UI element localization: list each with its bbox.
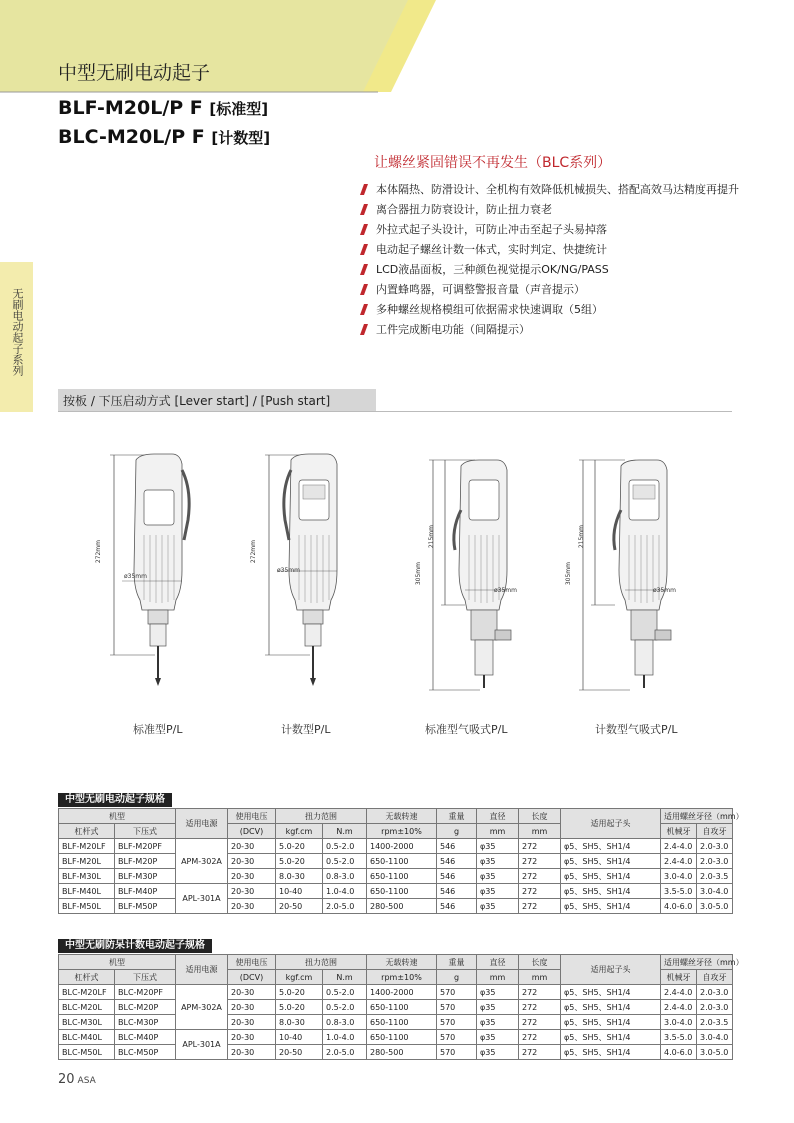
dim-label-diameter: ø35mm bbox=[124, 573, 147, 580]
table-cell: BLF-M20LF bbox=[59, 839, 115, 854]
spec-table-standard bbox=[58, 808, 744, 914]
table-cell: φ5、SH5、SH1/4 bbox=[561, 854, 661, 869]
table-cell: APM-302A bbox=[176, 839, 228, 884]
table-cell: 5.0-20 bbox=[276, 854, 323, 869]
table-cell: 0.8-3.0 bbox=[323, 1015, 367, 1030]
section-title: 按板 / 下压启动方式 [Lever start] / [Push start] bbox=[63, 394, 331, 408]
table-cell: BLF-M20P bbox=[115, 854, 176, 869]
th-nm: N.m bbox=[323, 824, 367, 839]
table-cell: 10-40 bbox=[276, 884, 323, 899]
table-cell: 570 bbox=[437, 1030, 477, 1045]
dim-label-272: 272mm bbox=[250, 540, 257, 564]
table-cell: 546 bbox=[437, 854, 477, 869]
model-standard bbox=[58, 97, 268, 119]
table-cell: BLC-M20PF bbox=[115, 985, 176, 1000]
table-cell: 546 bbox=[437, 869, 477, 884]
th-voltage: 使用电压 bbox=[228, 955, 276, 970]
table-cell: 8.0-30 bbox=[276, 869, 323, 884]
table-cell: 272 bbox=[519, 985, 561, 1000]
table-cell: 20-30 bbox=[228, 839, 276, 854]
table-cell: 650-1100 bbox=[367, 1030, 437, 1045]
table-cell: 20-30 bbox=[228, 854, 276, 869]
th-length-unit: mm bbox=[519, 824, 561, 839]
dim-label-diameter: ø35mm bbox=[277, 567, 300, 574]
feature-item: 内置蜂鸣器，可调整警报音量（声音提示） bbox=[360, 280, 740, 300]
table-cell: 2.0-5.0 bbox=[323, 899, 367, 914]
dim-label-215: 215mm bbox=[428, 525, 435, 549]
table-cell: 20-30 bbox=[228, 884, 276, 899]
table-cell: BLC-M30P bbox=[115, 1015, 176, 1030]
dim-label-305: 305mm bbox=[415, 562, 422, 586]
feature-item: 离合器扭力防衰设计，防止扭力衰老 bbox=[360, 200, 740, 220]
page-title: 中型无刷电动起子 bbox=[58, 62, 211, 84]
table-row bbox=[59, 1000, 733, 1015]
table-cell: APL-301A bbox=[176, 884, 228, 914]
feature-item: 本体隔热、防滑设计、全机构有效降低机械损失、搭配高效马达精度再提升 bbox=[360, 180, 740, 200]
table-cell: 3.0-4.0 bbox=[697, 884, 733, 899]
dim-label-305: 305mm bbox=[565, 562, 572, 586]
bullet-slash-icon bbox=[360, 244, 368, 255]
th-length-unit: mm bbox=[519, 970, 561, 985]
th-model: 机型 bbox=[59, 809, 176, 824]
table-cell: 1.0-4.0 bbox=[323, 884, 367, 899]
table-cell: φ35 bbox=[477, 854, 519, 869]
caption-standard: 标准型P/L bbox=[133, 723, 183, 736]
table-cell: 1.0-4.0 bbox=[323, 1030, 367, 1045]
th-speed-unit: rpm±10% bbox=[367, 970, 437, 985]
table-cell: 272 bbox=[519, 869, 561, 884]
th-thread: 适用螺丝牙径（mm） bbox=[661, 955, 733, 970]
table-cell: φ5、SH5、SH1/4 bbox=[561, 884, 661, 899]
table-cell: 3.5-5.0 bbox=[661, 884, 697, 899]
dim-label-diameter: ø35mm bbox=[494, 587, 517, 594]
table-cell: 0.5-2.0 bbox=[323, 854, 367, 869]
table-cell: 20-30 bbox=[228, 869, 276, 884]
table-cell: 280-500 bbox=[367, 1045, 437, 1060]
table-cell: 20-50 bbox=[276, 1045, 323, 1060]
th-weight-unit: g bbox=[437, 824, 477, 839]
table-cell: 650-1100 bbox=[367, 1015, 437, 1030]
th-weight-unit: g bbox=[437, 970, 477, 985]
side-tab-label: 无刷电动起子系列 bbox=[11, 288, 24, 376]
table1-title: 中型无刷电动起子规格 bbox=[58, 793, 172, 807]
table-cell: 570 bbox=[437, 1015, 477, 1030]
table-cell: φ35 bbox=[477, 899, 519, 914]
table-cell: BLC-M20L bbox=[59, 1000, 115, 1015]
feature-item: 电动起子螺丝计数一体式，实时判定、快捷统计 bbox=[360, 240, 740, 260]
table-cell: 2.0-5.0 bbox=[323, 1045, 367, 1060]
table-cell: BLC-M20P bbox=[115, 1000, 176, 1015]
dim-label-215: 215mm bbox=[578, 525, 585, 549]
table-row bbox=[59, 985, 733, 1000]
table-cell: 2.0-3.0 bbox=[697, 839, 733, 854]
table-cell: BLF-M20PF bbox=[115, 839, 176, 854]
table-cell: 0.8-3.0 bbox=[323, 869, 367, 884]
th-weight: 重量 bbox=[437, 809, 477, 824]
th-speed: 无载转速 bbox=[367, 809, 437, 824]
th-self: 自攻牙 bbox=[697, 824, 733, 839]
table-cell: 20-30 bbox=[228, 899, 276, 914]
caption-counting-suction: 计数型气吸式P/L bbox=[595, 723, 678, 736]
th-dia: 直径 bbox=[477, 955, 519, 970]
th-dia-unit: mm bbox=[477, 970, 519, 985]
table-cell: 5.0-20 bbox=[276, 1000, 323, 1015]
table-cell: 272 bbox=[519, 1000, 561, 1015]
section-divider bbox=[58, 411, 732, 412]
feature-item: 多种螺丝规格模组可依据需求快速调取（5组） bbox=[360, 300, 740, 320]
table-cell: 3.0-4.0 bbox=[661, 869, 697, 884]
th-self: 自攻牙 bbox=[697, 970, 733, 985]
table-cell: 0.5-2.0 bbox=[323, 1000, 367, 1015]
table-cell: 2.0-3.5 bbox=[697, 869, 733, 884]
th-length: 长度 bbox=[519, 955, 561, 970]
table-cell: φ5、SH5、SH1/4 bbox=[561, 839, 661, 854]
table-cell: 650-1100 bbox=[367, 869, 437, 884]
table-cell: 570 bbox=[437, 1000, 477, 1015]
table-cell: 3.0-4.0 bbox=[661, 1015, 697, 1030]
table-cell: φ35 bbox=[477, 884, 519, 899]
bullet-slash-icon bbox=[360, 204, 368, 215]
table-cell: 570 bbox=[437, 1045, 477, 1060]
th-machine: 机械牙 bbox=[661, 824, 697, 839]
model-standard-name: BLF-M20L/P F bbox=[58, 97, 203, 119]
tool-diagram-counting-suction bbox=[565, 450, 695, 700]
table-cell: BLF-M50P bbox=[115, 899, 176, 914]
feature-title: 让螺丝紧固错误不再发生（BLC系列） bbox=[374, 155, 612, 171]
table-cell: 546 bbox=[437, 884, 477, 899]
th-bit: 适用起子头 bbox=[561, 955, 661, 985]
bullet-slash-icon bbox=[360, 224, 368, 235]
th-speed-unit: rpm±10% bbox=[367, 824, 437, 839]
table-cell: BLC-M40P bbox=[115, 1030, 176, 1045]
model-counting-name: BLC-M20L/P F bbox=[58, 126, 205, 148]
table-cell: 272 bbox=[519, 1030, 561, 1045]
table-cell: BLC-M20LF bbox=[59, 985, 115, 1000]
th-kgf: kgf.cm bbox=[276, 824, 323, 839]
dim-label-diameter: ø35mm bbox=[653, 587, 676, 594]
table-cell: BLF-M30L bbox=[59, 869, 115, 884]
table2-title: 中型无刷防呆计数电动起子规格 bbox=[58, 939, 212, 953]
table-cell: BLC-M40L bbox=[59, 1030, 115, 1045]
th-dia: 直径 bbox=[477, 809, 519, 824]
table-cell: 5.0-20 bbox=[276, 985, 323, 1000]
table-cell: 2.0-3.0 bbox=[697, 985, 733, 1000]
th-length: 长度 bbox=[519, 809, 561, 824]
table-row bbox=[59, 839, 733, 854]
table-cell: BLF-M50L bbox=[59, 899, 115, 914]
table-cell: 650-1100 bbox=[367, 884, 437, 899]
table-row bbox=[59, 1045, 733, 1060]
table-cell: 272 bbox=[519, 899, 561, 914]
table-cell: 2.4-4.0 bbox=[661, 1000, 697, 1015]
table-cell: 650-1100 bbox=[367, 1000, 437, 1015]
bullet-slash-icon bbox=[360, 264, 368, 275]
model-counting-tag: [计数型] bbox=[211, 129, 271, 147]
caption-counting: 计数型P/L bbox=[281, 723, 331, 736]
table-cell: 0.5-2.0 bbox=[323, 985, 367, 1000]
th-machine: 机械牙 bbox=[661, 970, 697, 985]
table-cell: 2.4-4.0 bbox=[661, 839, 697, 854]
table-cell: 2.4-4.0 bbox=[661, 854, 697, 869]
table-cell: APM-302A bbox=[176, 985, 228, 1030]
table-row bbox=[59, 854, 733, 869]
table-cell: 20-30 bbox=[228, 1000, 276, 1015]
th-nm: N.m bbox=[323, 970, 367, 985]
bullet-slash-icon bbox=[360, 184, 368, 195]
page-footer bbox=[58, 1072, 96, 1087]
table-cell: φ5、SH5、SH1/4 bbox=[561, 1015, 661, 1030]
tool-diagram-counting bbox=[255, 450, 365, 700]
table-row bbox=[59, 884, 733, 899]
table-cell: 4.0-6.0 bbox=[661, 899, 697, 914]
table-cell: 1400-2000 bbox=[367, 839, 437, 854]
th-lever: 杠杆式 bbox=[59, 970, 115, 985]
table-cell: 20-30 bbox=[228, 1030, 276, 1045]
table-cell: 3.0-5.0 bbox=[697, 899, 733, 914]
table-cell: φ5、SH5、SH1/4 bbox=[561, 985, 661, 1000]
spec-table-counting bbox=[58, 954, 744, 1060]
table-cell: φ35 bbox=[477, 1000, 519, 1015]
bullet-slash-icon bbox=[360, 304, 368, 315]
table-cell: 546 bbox=[437, 899, 477, 914]
table-cell: BLC-M50P bbox=[115, 1045, 176, 1060]
table-cell: φ35 bbox=[477, 1030, 519, 1045]
table-cell: BLF-M30P bbox=[115, 869, 176, 884]
table-cell: 272 bbox=[519, 1045, 561, 1060]
table-cell: 4.0-6.0 bbox=[661, 1045, 697, 1060]
th-voltage-unit: (DCV) bbox=[228, 824, 276, 839]
feature-item: 外拉式起子头设计，可防止冲击至起子头易掉落 bbox=[360, 220, 740, 240]
table-cell: 8.0-30 bbox=[276, 1015, 323, 1030]
th-push: 下压式 bbox=[115, 824, 176, 839]
th-thread: 适用螺丝牙径（mm） bbox=[661, 809, 733, 824]
table-cell: 280-500 bbox=[367, 899, 437, 914]
table-row bbox=[59, 1015, 733, 1030]
table-cell: 2.4-4.0 bbox=[661, 985, 697, 1000]
th-push: 下压式 bbox=[115, 970, 176, 985]
table-row bbox=[59, 1030, 733, 1045]
table-cell: BLF-M20L bbox=[59, 854, 115, 869]
table-cell: 20-30 bbox=[228, 1045, 276, 1060]
table-row bbox=[59, 899, 733, 914]
table-cell: φ35 bbox=[477, 839, 519, 854]
table-cell: φ5、SH5、SH1/4 bbox=[561, 1030, 661, 1045]
th-power: 适用电源 bbox=[176, 955, 228, 985]
bullet-slash-icon bbox=[360, 324, 368, 335]
th-weight: 重量 bbox=[437, 955, 477, 970]
table-cell: 3.5-5.0 bbox=[661, 1030, 697, 1045]
table-cell: BLF-M40L bbox=[59, 884, 115, 899]
table-cell: 20-30 bbox=[228, 1015, 276, 1030]
table-cell: 1400-2000 bbox=[367, 985, 437, 1000]
dim-label-272: 272mm bbox=[95, 540, 102, 564]
table-cell: 20-30 bbox=[228, 985, 276, 1000]
bullet-slash-icon bbox=[360, 284, 368, 295]
feature-item: LCD液晶面板，三种颜色视觉提示OK/NG/PASS bbox=[360, 260, 740, 280]
th-speed: 无载转速 bbox=[367, 955, 437, 970]
caption-standard-suction: 标准型气吸式P/L bbox=[425, 723, 508, 736]
table-cell: 3.0-5.0 bbox=[697, 1045, 733, 1060]
table-cell: 272 bbox=[519, 839, 561, 854]
table-cell: 5.0-20 bbox=[276, 839, 323, 854]
th-lever: 杠杆式 bbox=[59, 824, 115, 839]
th-bit: 适用起子头 bbox=[561, 809, 661, 839]
th-kgf: kgf.cm bbox=[276, 970, 323, 985]
table-cell: BLC-M50L bbox=[59, 1045, 115, 1060]
table-cell: 2.0-3.0 bbox=[697, 854, 733, 869]
page-number: 20 bbox=[58, 1072, 75, 1087]
table-cell: 10-40 bbox=[276, 1030, 323, 1045]
th-power: 适用电源 bbox=[176, 809, 228, 839]
tool-diagram-standard-suction bbox=[415, 450, 545, 700]
feature-list bbox=[360, 180, 740, 340]
table-cell: 272 bbox=[519, 1015, 561, 1030]
table-cell: φ5、SH5、SH1/4 bbox=[561, 899, 661, 914]
table-cell: 272 bbox=[519, 854, 561, 869]
table-cell: 0.5-2.0 bbox=[323, 839, 367, 854]
th-model: 机型 bbox=[59, 955, 176, 970]
table-cell: φ35 bbox=[477, 1045, 519, 1060]
table-cell: 650-1100 bbox=[367, 854, 437, 869]
table-cell: φ35 bbox=[477, 869, 519, 884]
table-cell: BLC-M30L bbox=[59, 1015, 115, 1030]
table-cell: φ35 bbox=[477, 985, 519, 1000]
table-cell: φ35 bbox=[477, 1015, 519, 1030]
table-cell: BLF-M40P bbox=[115, 884, 176, 899]
table-cell: 570 bbox=[437, 985, 477, 1000]
table-cell: 2.0-3.5 bbox=[697, 1015, 733, 1030]
th-torque: 扭力范围 bbox=[276, 955, 367, 970]
tool-diagram-standard bbox=[100, 450, 210, 700]
table-cell: 272 bbox=[519, 884, 561, 899]
model-standard-tag: [标准型] bbox=[209, 100, 269, 118]
table-cell: 2.0-3.0 bbox=[697, 1000, 733, 1015]
table-cell: 546 bbox=[437, 839, 477, 854]
table-cell: 3.0-4.0 bbox=[697, 1030, 733, 1045]
table-cell: φ5、SH5、SH1/4 bbox=[561, 1000, 661, 1015]
feature-item: 工件完成断电功能（间隔提示） bbox=[360, 320, 740, 340]
table-cell: φ5、SH5、SH1/4 bbox=[561, 1045, 661, 1060]
th-torque: 扭力范围 bbox=[276, 809, 367, 824]
table-row bbox=[59, 869, 733, 884]
th-dia-unit: mm bbox=[477, 824, 519, 839]
model-counting bbox=[58, 126, 270, 148]
table-cell: φ5、SH5、SH1/4 bbox=[561, 869, 661, 884]
brand-name: ASA bbox=[77, 1076, 96, 1086]
table-cell: APL-301A bbox=[176, 1030, 228, 1060]
table-cell: 20-50 bbox=[276, 899, 323, 914]
th-voltage-unit: (DCV) bbox=[228, 970, 276, 985]
th-voltage: 使用电压 bbox=[228, 809, 276, 824]
